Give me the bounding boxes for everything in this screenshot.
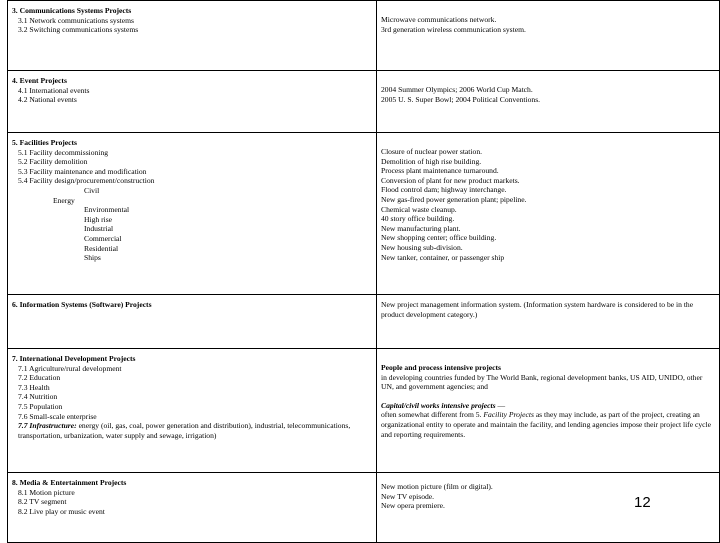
example-line: New shopping center; office building. xyxy=(381,233,497,243)
subcategory-item: 5.1 Facility decommissioning xyxy=(18,147,109,157)
category-heading: 7. International Development Projects xyxy=(12,354,136,363)
example-line: Process plant maintenance turnaround. xyxy=(381,166,499,176)
example-line: New manufacturing plant. xyxy=(381,223,461,233)
example-line: Conversion of plant for new product markets. xyxy=(381,175,520,185)
subcategory-item: 3.1 Network communications systems xyxy=(18,15,135,25)
example-line: New tanker, container, or passenger ship xyxy=(381,252,505,262)
example-line: 2005 U. S. Super Bowl; 2004 Political Conventions. xyxy=(381,94,541,104)
category-heading: 5. Facilities Projects xyxy=(12,138,78,147)
example-line: in developing countries funded by The World Bank, regional development banks, US AID, UNIDO, other UN, and government agencies; and xyxy=(381,372,703,392)
subcategory-item: 3.2 Switching communications systems xyxy=(18,25,139,35)
subcategory-item: 7.2 Education xyxy=(18,373,61,383)
category-heading: 6. Information Systems (Software) Projects xyxy=(12,300,152,309)
subcategory-item: 8.1 Motion picture xyxy=(18,487,75,497)
subcategory-item: 4.1 International events xyxy=(18,85,90,95)
title-dash: — xyxy=(495,400,506,410)
subcategory-item: 8.2 Live play or music event xyxy=(18,506,105,516)
subcategory-item: 7.5 Population xyxy=(18,401,63,411)
example-italic-text: Facility Projects xyxy=(483,410,534,420)
example-cell xyxy=(377,71,720,133)
facility-type: Industrial xyxy=(84,224,114,234)
table-row xyxy=(8,71,720,133)
category-cell xyxy=(8,1,377,71)
example-text: often somewhat different from 5. xyxy=(381,410,482,420)
example-cell xyxy=(377,133,720,295)
facility-type: Commercial xyxy=(84,233,122,243)
category-cell xyxy=(8,71,377,133)
example-cell xyxy=(377,295,720,349)
subcategory-item: 4.2 National events xyxy=(18,95,77,105)
example-text: as they may include, as part of the project, creating an organizational entity to operate and maintain the facility, and lending agencies impose their project life cycle and reporting requirements. xyxy=(381,410,711,439)
subcategory-item: 7.6 Small-scale enterprise xyxy=(18,411,97,421)
example-line: Closure of nuclear power station. xyxy=(381,147,483,156)
example-line: 2004 Summer Olympics; 2006 World Cup Match. xyxy=(381,85,533,94)
example-title: Capital/civil works intensive projects xyxy=(381,400,496,410)
subcategory-item: 5.3 Facility maintenance and modification xyxy=(18,166,147,176)
example-line: New housing sub-division. xyxy=(381,242,463,252)
example-line: Chemical waste cleanup. xyxy=(381,204,457,214)
subcategory-item: 8.2 TV segment xyxy=(18,497,67,507)
example-line: 40 story office building. xyxy=(381,214,455,224)
example-line: Demolition of high rise building. xyxy=(381,156,482,166)
subcategory-item: 5.2 Facility demolition xyxy=(18,157,88,167)
category-heading: 3. Communications Systems Projects xyxy=(12,6,132,15)
facility-type: Civil xyxy=(84,185,100,195)
facility-type: Energy xyxy=(53,195,75,205)
facility-type: Environmental xyxy=(84,205,130,215)
example-line: New opera premiere. xyxy=(381,501,445,511)
example-line xyxy=(381,410,715,439)
page-number: 12 xyxy=(634,494,651,511)
example-line: Microwave communications network. xyxy=(381,15,497,24)
example-cell xyxy=(377,1,720,71)
table-row xyxy=(8,133,720,295)
table-row xyxy=(8,349,720,473)
category-heading: 8. Media & Entertainment Projects xyxy=(12,478,127,487)
facility-type: High rise xyxy=(84,214,113,224)
subcategory-item: 7.1 Agriculture/rural development xyxy=(18,363,122,373)
infrastructure-label: 7.7 Infrastructure: xyxy=(18,421,77,431)
example-line: New gas-fired power generation plant; pipeline. xyxy=(381,194,527,204)
category-heading: 4. Event Projects xyxy=(12,76,67,85)
infrastructure-text: energy (oil, gas, coal, power generation and distribution), industrial, telecommunications, transportation, urbanization, water supply and sewage, irrigation) xyxy=(18,421,351,440)
category-cell xyxy=(8,473,377,543)
example-title: People and process intensive projects xyxy=(381,363,501,372)
facility-type: Residential xyxy=(84,243,119,253)
project-categories-table xyxy=(7,0,720,543)
example-line: New motion picture (film or digital). xyxy=(381,482,493,491)
facility-type: Ships xyxy=(84,253,101,263)
subcategory-item: 7.4 Nutrition xyxy=(18,392,58,402)
table-row xyxy=(8,1,720,71)
table-row xyxy=(8,473,720,543)
example-cell xyxy=(377,473,720,543)
infrastructure-item xyxy=(12,421,372,440)
example-line: New project management information system. (Information system hardware is considered to be in the product development category.) xyxy=(381,300,694,319)
subcategory-item: 5.4 Facility design/procurement/construction xyxy=(18,176,155,186)
example-line: Flood control dam; highway interchange. xyxy=(381,185,507,195)
example-line: New TV episode. xyxy=(381,491,435,501)
table-row xyxy=(8,295,720,349)
subcategory-item: 7.3 Health xyxy=(18,382,50,392)
example-title-line xyxy=(381,401,715,411)
category-cell xyxy=(8,133,377,295)
example-cell xyxy=(377,349,720,473)
category-cell xyxy=(8,295,377,349)
category-cell xyxy=(8,349,377,473)
example-line: 3rd generation wireless communication system. xyxy=(381,24,526,34)
